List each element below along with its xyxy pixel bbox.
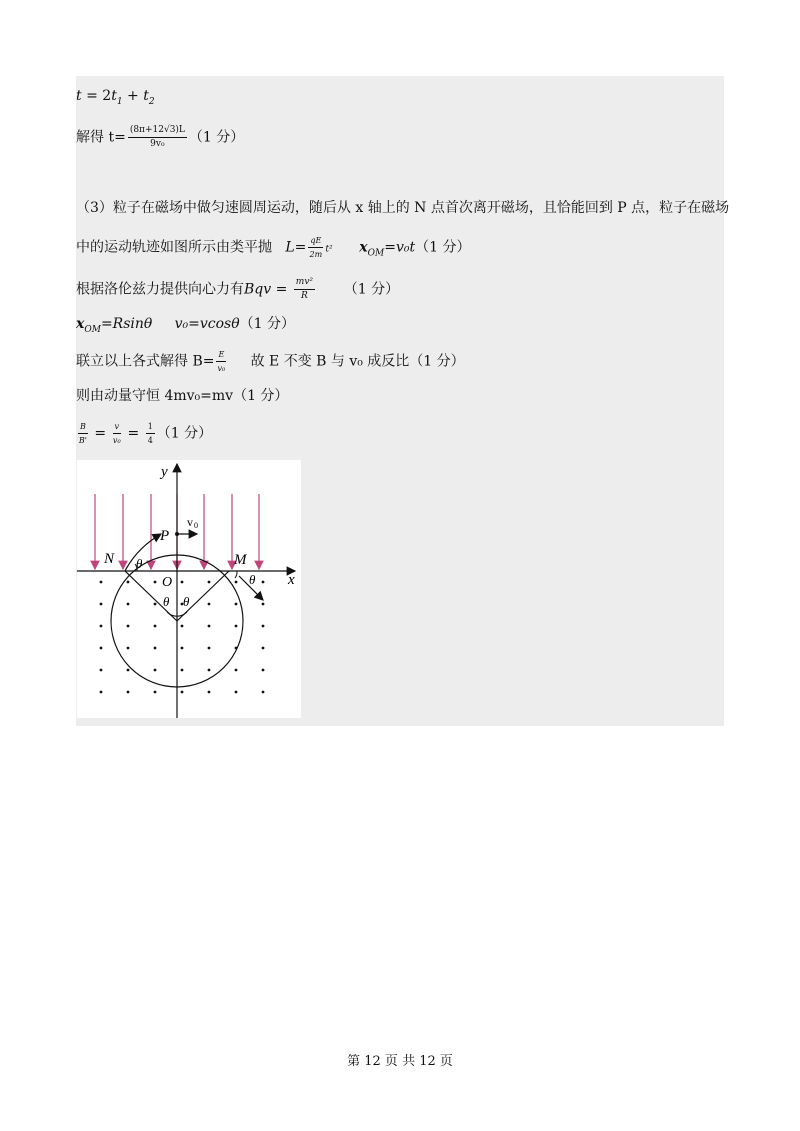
ratio-eq: $\frac{B}{B'}$ = $\frac{v}{\text{v₀}}$ = $\frac{1}{4}$ （1 分） xyxy=(78,422,213,445)
field-dot xyxy=(181,691,184,694)
field-dot xyxy=(127,647,130,650)
field-dot xyxy=(235,603,238,606)
angle-arc-M xyxy=(235,571,237,578)
label-N: N xyxy=(104,551,115,567)
field-dot xyxy=(154,647,157,650)
path-N-to-P xyxy=(125,534,161,571)
label-O: O xyxy=(162,575,173,590)
field-dot xyxy=(181,669,184,672)
field-dot xyxy=(262,625,265,628)
part3-intro: （3）粒子在磁场中做匀速圆周运动，随后从 x 轴上的 N 点首次离开磁场，且恰能回到 P 点，粒子在磁场 xyxy=(76,200,730,216)
field-dot xyxy=(235,581,238,584)
field-dot xyxy=(100,691,103,694)
field-dot xyxy=(181,625,184,628)
x-axis-label: x xyxy=(288,572,295,588)
theta-M: θ xyxy=(249,572,256,587)
magnetic-field-dots xyxy=(100,581,265,694)
field-dot xyxy=(127,603,130,606)
field-dot xyxy=(208,603,211,606)
solution-t: 解得 t= $\frac{(8\pi+12√3)L}{\text{9v₀}}$ （1 分） xyxy=(76,125,245,149)
page-footer: 第 12 页 共 12 页 xyxy=(347,1054,453,1069)
field-dot xyxy=(262,603,265,606)
momentum-eq: 则由动量守恒 4mv₀=mv（1 分） xyxy=(76,388,289,404)
field-dot xyxy=(262,669,265,672)
geometry-eq: $x_{OM}=Rsin\theta$ v₀=vcosθ（1 分） xyxy=(76,316,296,335)
field-dot xyxy=(181,647,184,650)
field-dot xyxy=(100,669,103,672)
field-dot xyxy=(100,603,103,606)
label-P: P xyxy=(160,528,170,544)
field-dot xyxy=(154,691,157,694)
label-v0-sub: 0 xyxy=(194,521,198,530)
projectile-eq: 中的运动轨迹如图所示由类平抛 L= $\frac{qE}{2m}$ t² $x_{OM}=v_0t(1$ 分） xyxy=(76,236,471,259)
field-dot xyxy=(208,691,211,694)
theta-N: θ xyxy=(136,556,143,571)
field-dot xyxy=(100,581,103,584)
label-v0: v xyxy=(187,515,193,529)
result-B: 联立以上各式解得 B= $\frac{E}{\text{v₀}}$ 故 E 不变 B 与 v₀ 成反比（1 分） xyxy=(76,350,465,373)
y-axis-label: y xyxy=(161,464,168,480)
trajectory-diagram xyxy=(77,460,301,718)
field-dot xyxy=(127,581,130,584)
field-dot xyxy=(235,691,238,694)
field-dot xyxy=(262,581,265,584)
point-P xyxy=(175,532,179,536)
theta-center-left: θ xyxy=(163,594,170,609)
equation-t: $t = 2t_1 + t_2$ xyxy=(76,88,155,107)
field-dot xyxy=(181,581,184,584)
field-dot xyxy=(262,691,265,694)
field-dot xyxy=(235,625,238,628)
field-dot xyxy=(127,669,130,672)
field-dot xyxy=(154,603,157,606)
field-dot xyxy=(208,581,211,584)
field-dot xyxy=(154,581,157,584)
field-dot xyxy=(100,647,103,650)
field-dot xyxy=(127,625,130,628)
trajectory-figure xyxy=(77,460,301,718)
theta-center-right: θ xyxy=(183,594,190,609)
field-dot xyxy=(154,625,157,628)
lorentz-eq: 根据洛伦兹力提供向心力有Bqv = $\frac{\text{mv²}}{R}$ （1 分） xyxy=(76,277,400,301)
field-dot xyxy=(100,625,103,628)
field-dot xyxy=(235,669,238,672)
field-dot xyxy=(127,691,130,694)
label-M: M xyxy=(234,552,247,568)
field-dot xyxy=(208,647,211,650)
field-dot xyxy=(154,669,157,672)
field-dot xyxy=(208,669,211,672)
field-dot xyxy=(262,647,265,650)
field-dot xyxy=(208,625,211,628)
